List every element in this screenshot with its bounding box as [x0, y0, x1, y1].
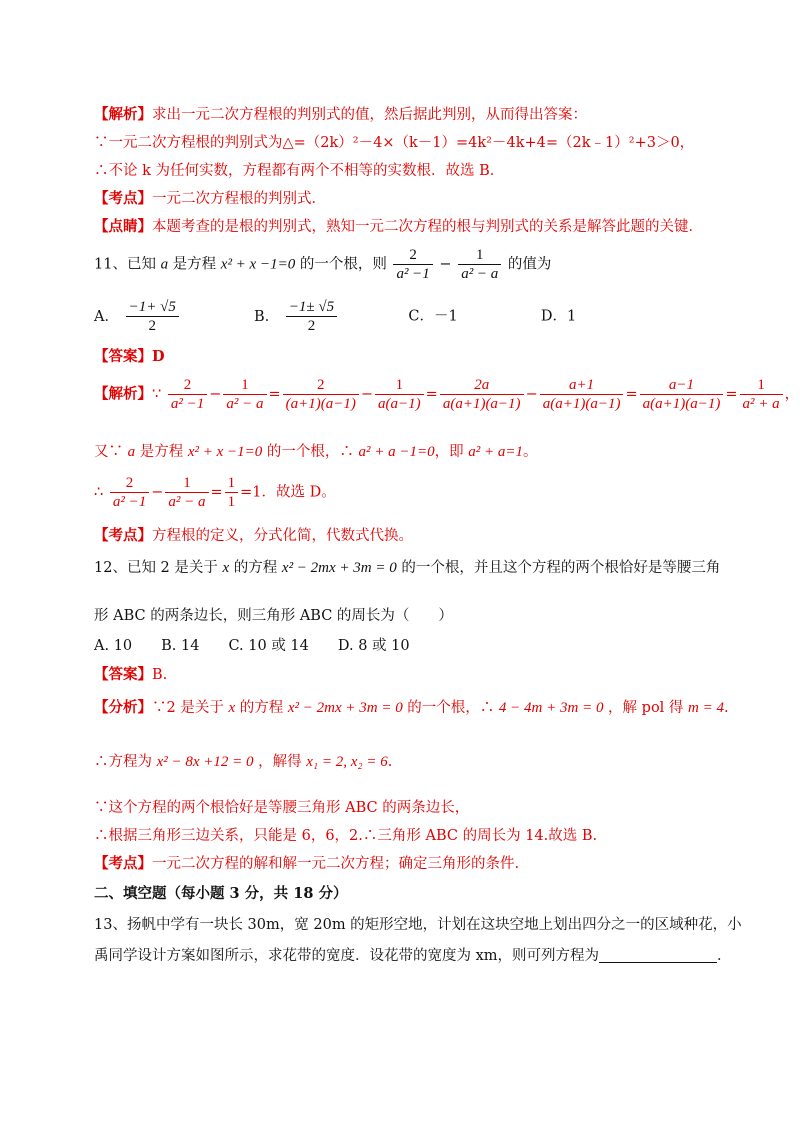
frac-num: 2	[168, 376, 207, 395]
q10-discriminant: ∵一元二次方程根的判别式为△=（2k）²－4×（k－1）=4k²－4k+4=（2k﹣1）²+3＞0，	[94, 135, 695, 151]
frac-den: a(a+1)(a−1)	[542, 396, 621, 412]
q10-dianjing	[94, 215, 703, 236]
frac-num: a−1	[640, 376, 724, 395]
dianjing-text: 本题考查的是根的判别式，熟知一元二次方程的根与判别式的关系是解答此题的关键．	[152, 219, 703, 235]
you-mid: 是方程	[139, 444, 184, 460]
frac-num: 1	[740, 376, 783, 395]
equation: x² + x −1=0	[187, 444, 263, 460]
kaodian-text: 一元二次方程根的判别式．	[152, 191, 326, 207]
frac-den: a² + a	[742, 396, 780, 412]
you-after: 的一个根，∴	[266, 444, 354, 460]
fraction	[540, 376, 624, 413]
q13-text: 禹同学设计方案如图所示，求花带的宽度．设花带的宽度为 xm，则可列方程为	[94, 948, 600, 964]
option-a	[94, 299, 181, 334]
frac-num: −1+ √5	[126, 298, 179, 317]
answer-blank[interactable]	[599, 947, 717, 963]
frac-den: 1	[227, 494, 236, 510]
q11-stem: 11、已知 a 是方程 x² + x −1=0 的一个根，则 $\frac{2}{\text{a² −1}}$ − $\frac{1}{\text{a² − a}}$ 的值为	[94, 247, 552, 282]
frac-den: a(a+1)(a−1)	[442, 396, 521, 412]
frac-num: a+1	[540, 376, 624, 395]
q11-result: ∴ $\frac{2}{\text{a² −1}}$ − $\frac{1}{\text{a² − a}}$ = $\frac{1}{1}$ =1．故选 D。	[94, 475, 336, 510]
q13-stem-2	[94, 944, 732, 965]
equation: a² + a −1=0	[358, 444, 435, 460]
answer-text: 【答案】D	[94, 348, 165, 365]
q12-analysis	[94, 696, 729, 717]
analysis-c: 的一个根，∴	[407, 700, 495, 716]
frac-den: a² −1	[170, 396, 205, 412]
equation: 4 − 4m + 3m = 0	[498, 700, 604, 716]
because-symbol: ∵	[152, 386, 162, 403]
result-end: =1．故选 D。	[240, 484, 336, 501]
frac-num: −1± √5	[286, 298, 337, 317]
kaodian-text: 方程根的定义，分式化简，代数式代换。	[152, 528, 413, 544]
fraction	[283, 376, 359, 413]
you-text: 又∵	[94, 444, 123, 460]
solve-c: .	[387, 754, 393, 770]
q12-stem-2: 形 ABC 的两条边长，则三角形 ABC 的周长为（ ）	[94, 608, 453, 624]
solve-a: ∴方程为	[94, 754, 152, 770]
q13-end: ．	[717, 948, 732, 964]
fraction	[168, 376, 207, 413]
frac-den: a² − a	[461, 266, 499, 282]
q12-number: 12、已知 2 是关于	[94, 560, 218, 576]
q13-stem: 13、扬帆中学有一块长 30m，宽 20m 的矩形空地，计划在这块空地上划出四分之一的区域种花，小	[94, 917, 742, 933]
q10-kaodian	[94, 187, 326, 208]
frac-num: 1	[458, 246, 501, 265]
q12-solve	[94, 750, 392, 771]
q11-analysis: 【解析】∵ $\frac{2}{\text{a² −1}}$ − $\frac{1}{\text{a² − a}}$ = $\frac{2}{(a+1)(a-1)}$ − $\frac{1}{a(a-1)}$ = $\frac{2a}{a(a+1)(a-1)}$ − $\frac{a+1}{a(a+1)(a-1)}$ = $\frac{a-1}{a(a+1)(a-1)}$ = $\frac{1}{\text{a² + a}}$ ，	[94, 377, 800, 412]
frac-num: 1	[165, 474, 208, 493]
frac-den: (a+1)(a−1)	[285, 396, 356, 412]
q12-after: 的一个根，并且这个方程的两个根恰好是等腰三角	[401, 560, 721, 576]
analysis-label: 【分析】	[94, 699, 152, 716]
q12-mid: 的方程	[233, 560, 278, 576]
fraction	[286, 298, 337, 335]
frac-num: 2a	[440, 376, 524, 395]
kaodian-label: 【考点】	[94, 190, 152, 207]
frac-den: a(a+1)(a−1)	[642, 396, 721, 412]
fraction	[110, 474, 149, 511]
fraction	[458, 246, 501, 283]
fraction	[375, 376, 424, 413]
q12-conclusion: ∴根据三角形三边关系，只能是 6，6，2.∴三角形 ABC 的周长为 14.故选 B.	[94, 828, 598, 844]
fraction	[740, 376, 783, 413]
kaodian-label: 【考点】	[94, 855, 152, 872]
equation: a² + a=1	[468, 444, 523, 460]
var-a: a	[127, 444, 136, 460]
fraction	[165, 474, 208, 511]
answer-text: B.	[152, 667, 168, 683]
q11-equation: x² + x −1=0	[220, 256, 296, 273]
var-x: x	[228, 700, 236, 716]
option-a-label: A．	[94, 308, 119, 325]
q11-options	[94, 298, 576, 335]
q11-substitution	[94, 440, 537, 461]
option-b-label: B．	[254, 308, 280, 325]
frac-num: 1	[223, 376, 266, 395]
q11-kaodian	[94, 524, 413, 545]
fraction	[126, 298, 179, 335]
analysis-label: 【解析】	[94, 385, 152, 403]
frac-num: 2	[393, 246, 432, 265]
q12-stem	[94, 556, 720, 577]
fraction	[640, 376, 724, 413]
analysis-a: ∵2 是关于	[152, 700, 224, 716]
frac-den: 2	[148, 318, 156, 334]
analysis-b: 的方程	[239, 700, 284, 716]
fraction	[440, 376, 524, 413]
q11-answer	[94, 345, 165, 366]
q11-text: 是方程	[172, 256, 217, 273]
analysis-d: ，解 pol 得	[608, 700, 684, 716]
q11-tail: 的值为	[507, 256, 552, 273]
frac-num: 1	[375, 376, 424, 395]
frac-num: 2	[110, 474, 149, 493]
option-d: D．1	[540, 308, 577, 325]
solve-b: ，解得	[258, 754, 302, 770]
q12-kaodian	[94, 852, 519, 873]
analysis-e: .	[724, 700, 729, 716]
q12-isosceles: ∵这个方程的两个根恰好是等腰三角形 ABC 的两条边长，	[94, 800, 470, 816]
frac-den: a² − a	[226, 396, 264, 412]
therefore-symbol: ∴	[94, 484, 104, 501]
frac-num: 1	[225, 474, 239, 493]
you-ji: ，即	[434, 444, 464, 460]
roots: x₁ = 2, x₂ = 6	[306, 754, 388, 770]
fraction	[223, 376, 266, 413]
q12-answer	[94, 663, 167, 684]
var-a: a	[160, 256, 169, 273]
frac-den: a² −1	[396, 266, 430, 282]
analysis-text: 求出一元二次方程根的判别式的值，然后据此判别，从而得出答案：	[152, 107, 587, 123]
q11-number: 11、已知	[94, 256, 156, 273]
you-end: 。	[522, 444, 538, 460]
q10-analysis	[94, 103, 587, 124]
option-c: C．－1	[408, 308, 458, 325]
kaodian-label: 【考点】	[94, 527, 152, 544]
q12-options: A. 10 B. 14 C. 10 或 14 D. 8 或 10	[94, 638, 410, 654]
equation: x² − 8x +12 = 0	[156, 754, 254, 770]
frac-den: a(a−1)	[378, 396, 421, 412]
answer-label: 【答案】	[94, 666, 152, 683]
frac-den: a² − a	[168, 494, 206, 510]
equation: x² − 2mx + 3m = 0	[287, 700, 403, 716]
frac-den: a² −1	[112, 494, 147, 510]
analysis-label: 【解析】	[94, 106, 152, 123]
q12-equation: x² − 2mx + 3m = 0	[281, 560, 397, 576]
fraction	[393, 246, 432, 283]
kaodian-text: 一元二次方程的解和解一元二次方程；确定三角形的条件.	[152, 856, 520, 872]
q10-conclusion: ∴不论 k 为任何实数，方程都有两个不相等的实数根．故选 B．	[94, 163, 505, 179]
var-x: x	[222, 560, 230, 576]
section-title: 二、填空题（每小题 3 分，共 18 分）	[94, 885, 348, 902]
frac-den: 2	[307, 318, 316, 334]
q11-text2: 的一个根，则	[299, 256, 387, 273]
fraction	[225, 474, 239, 511]
frac-num: 2	[283, 376, 359, 395]
equation: m = 4	[688, 700, 724, 716]
dianjing-label: 【点睛】	[94, 218, 152, 235]
